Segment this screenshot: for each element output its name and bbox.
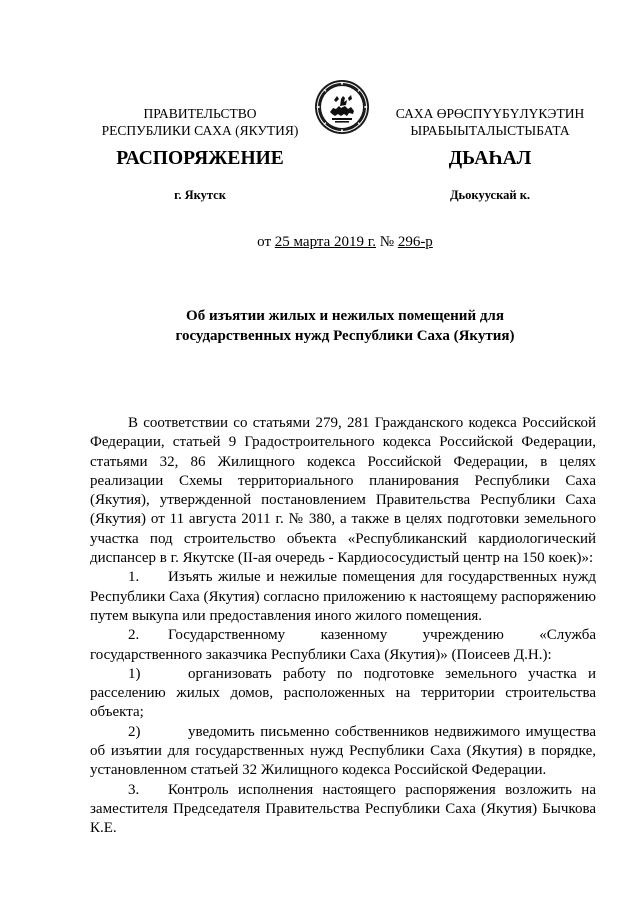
issuer-line-1: САХА ӨРӨСПҮҮБҮЛҮКЭТИН [395,106,585,121]
clause-text: Контроль исполнения настоящего распоряжения возложить на заместителя Председателя Правительства Республики Саха (Якутия) Бычкова К.Е. [90,781,596,837]
subclause-text: уведомить письменно собственников недвижимого имущества об изъятии для государственных нужд Республики Саха (Якутия) в порядке, установленном статьей 32 Жилищного кодекса Российской Федерации. [90,723,596,779]
document-type-sakha: ДЬАҺАЛ [448,148,532,169]
subclause-number: 1) [128,665,141,682]
clause-number: 1. [128,569,140,586]
subclause-text: организовать работу по подготовке земельного участка и расселению жилых домов, расположенных на территории строительства объекта; [90,665,596,721]
clause-3 [90,781,596,839]
republic-sakha-coat-of-arms-icon [314,78,370,136]
document-title [130,306,560,346]
number-sign: № [379,234,395,250]
date-prefix: от [257,234,272,250]
issuer-line-2: ЫРАБЫЫТАЛЫСТЫБАТА [410,123,570,138]
subclause-1 [90,665,596,723]
preamble-paragraph: В соответствии со статьями 279, 281 Гражданского кодекса Российской Федерации, статьей 9 Градостроительного кодекса Российской Федерации, статьями 32, 86 Жилищного кодекса Российской Федерации, в целях реализации Схемы территориального планирования Республики Саха (Якутия), утвержденной постановлением Правительства Республики Саха (Якутия) от 11 августа 2011 г. № 380, а также в целях подготовки земельного участка под строительство объекта «Республиканский кардиологический диспансер в г. Якутске (II-ая очередь - Кардиососудистый центр на 150 коек)»: [90,415,596,567]
document-date: 25 марта 2019 г. [274,234,376,250]
document-body [90,414,596,839]
city-russian: г. Якутск [174,188,226,202]
issuer-line-1: ПРАВИТЕЛЬСТВО [143,106,257,121]
subclause-number: 2) [128,723,141,740]
title-line-2: государственных нужд Республики Саха (Якутия) [175,328,515,344]
clause-1 [90,568,596,626]
document-number: 296-р [397,234,433,250]
title-line-1: Об изъятии жилых и нежилых помещений для [186,308,504,324]
document-type-russian: РАСПОРЯЖЕНИЕ [116,148,284,169]
clause-text: Изъять жилые и нежилые помещения для государственных нужд Республики Саха (Якутия) согласно приложению к настоящему распоряжению путем выкупа или предоставления иного жилого помещения. [90,569,596,624]
clause-text: Государственному казенному учреждению «Служба государственного заказчика Республики Саха (Якутия)» (Поисеев Д.Н.): [90,627,596,663]
city-sakha: Дьокуускай к. [449,188,531,202]
issuer-name-russian [80,105,320,139]
clause-number: 2. [128,627,140,644]
subclause-2 [90,723,596,781]
clause-number: 3. [128,781,140,798]
issuer-line-2: РЕСПУБЛИКИ САХА (ЯКУТИЯ) [101,123,299,138]
clause-2 [90,626,596,665]
document-date-number [150,233,540,252]
issuer-name-sakha [370,105,610,139]
